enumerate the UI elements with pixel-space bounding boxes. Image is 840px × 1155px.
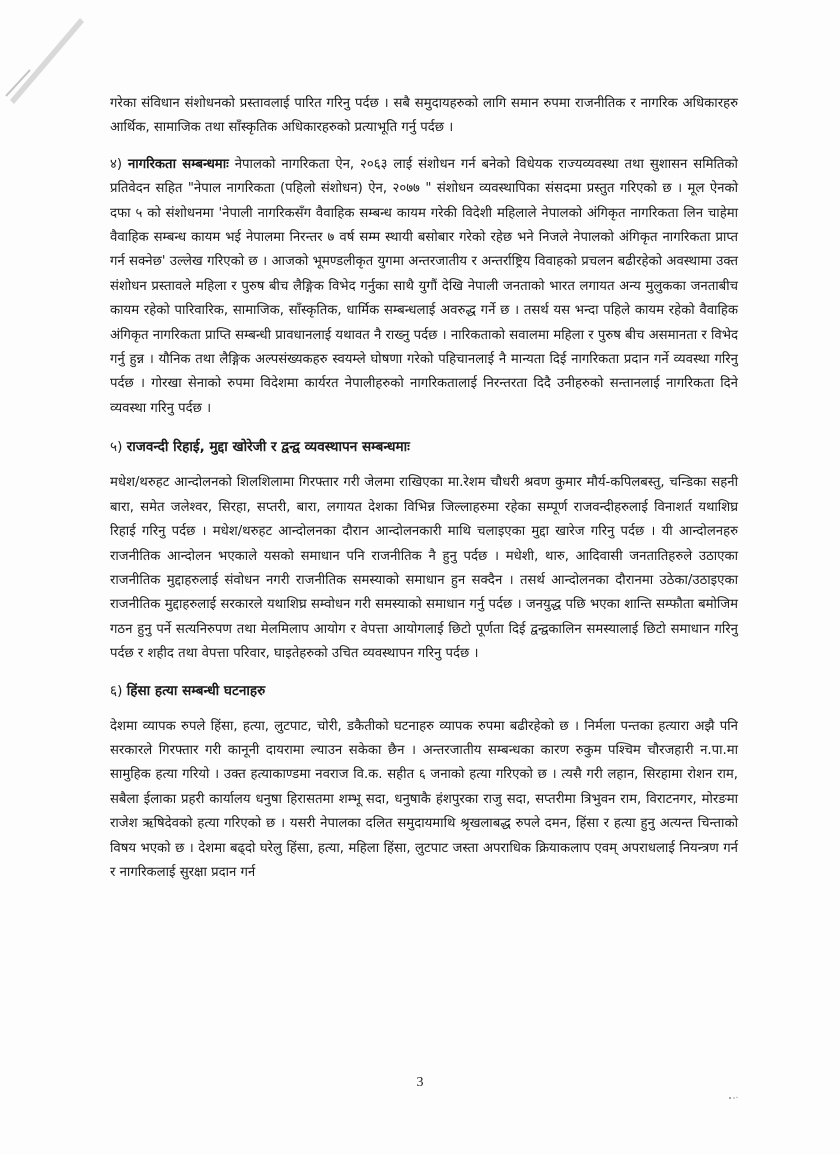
section-4-number: ४) — [110, 156, 123, 172]
intro-paragraph: गरेका संविधान संशोधनको प्रस्तावलाई पारित गरिनु पर्दछ । सबै समुदायहरुको लागि समान रुपमा राजनीतिक र नागरिक अधिकारहरु आर्थिक, सामाजिक तथा साँस्कृतिक अधिकारहरुको प्रत्याभूति गर्नु पर्दछ । — [110, 96, 738, 136]
scan-speck — [728, 1096, 738, 1100]
scan-corner-mark — [0, 0, 120, 110]
section-5-title: राजवन्दी रिहाई, मुद्दा खोरेजी र द्वन्द्व व्यवस्थापन सम्बन्धमाः — [126, 439, 410, 456]
section-4-title: नागरिकता सम्बन्धमाः — [127, 156, 229, 172]
section-6-heading — [110, 679, 738, 703]
document-body — [110, 92, 738, 885]
section-5-body: मधेश/थरुहट आन्दोलनको शिलशिलामा गिरफ्तार गरी जेलमा राखिएका मा.रेशम चौधरी श्रवण कुमार मौर्य-कपिलबस्तु, चन्डिका सहनी बारा, समेत जलेश्वर, सिरहा, सप्तरी, बारा, लगायत देशका विभिन्न जिल्लाहरुमा रहेका सम्पूर्ण राजवन्दीहरुलाई विनाशर्त यथाशिघ्र रिहाई गरिनु पर्दछ । मधेश/थरुहट आन्दोलनका दौरान आन्दोलनकारी माथि चलाइएका मुद्दा खारेज गरिनु पर्दछ । यी आन्दोलनहरु राजनीतिक आन्दोलन भएकाले यसको समाधान पनि राजनीतिक नै हुनु पर्दछ । मधेशी, थारु, आदिवासी जनतातिहरुले उठाएका राजनीतिक मुद्दाहरुलाई संवोधन नगरी राजनीतिक समस्याको समाधान हुन सक्दैन । तसर्थ आन्दोलनका दौरानमा उठेका/उठाइएका राजनीतिक मुद्दाहरुलाई सरकारले यथाशिघ्र सम्वोधन गरी समस्याको समाधान गर्नु पर्दछ । जनयुद्ध पछि भएका शान्ति सम्फौता बमोजिम गठन हुनु पर्ने सत्यनिरुपण तथा मेलमिलाप आयोग र वेपत्ता आयोगलाई छिटो पूर्णता दिई द्वन्द्वकालिन समस्यालाई छिटो समाधान गरिनु पर्दछ र शहीद तथा वेपत्ता परिवार, घाइतेहरुको उचित व्यवस्थापन गरिनु पर्दछ । — [110, 475, 738, 662]
section-6-title: हिंसा हत्या सम्बन्धी घटनाहरु — [126, 682, 266, 699]
section-5-number: ५) — [110, 439, 123, 456]
section-6-number: ६) — [110, 682, 123, 699]
page-number: 3 — [416, 1075, 424, 1090]
section-4-body: नेपालको नागरिकता ऐन, २०६३ लाई संशोधन गर्न बनेको विधेयक राज्यव्यवस्था तथा सुशासन समितिको प्रतिवेदन सहित "नेपाल नागरिकता (पहिलो संशोधन) ऐन, २०७७ " संशोधन व्यवस्थापिका संसदमा प्रस्तुत गरिएको छ । मूल ऐनको दफा ५ को संशोधनमा 'नेपाली नागरिकसँग वैवाहिक सम्बन्ध कायम गरेकी विदेशी महिलाले नेपालको अंगिकृत नागरिकता लिन चाहेमा वैवाहिक सम्बन्ध कायम भई नेपालमा निरन्तर ७ वर्ष सम्म स्थायी बसोबार गरेको रहेछ भने निजले नेपालको अंगिकृत नागरिकता प्राप्त गर्न सक्नेछ' उल्लेख गरिएको छ । आजको भूमण्डलीकृत युगमा अन्तरजातीय र अन्तर्राष्ट्रिय विवाहको प्रचलन बढीरहेको अवस्थामा उक्त संशोधन प्रस्तावले महिला र पुरुष बीच लैङ्गिक विभेद गर्नुका साथै युगौं देखि नेपाली जनताको भारत लगायत अन्य मुलुकका जनताबीच कायम रहेको पारिवारिक, सामाजिक, साँस्कृतिक, धार्मिक सम्बन्धलाई अवरुद्ध गर्ने छ । तसर्थ यस भन्दा पहिले कायम रहेको वैवाहिक अंगिकृत नागरिकता प्राप्ति सम्बन्धी प्रावधानलाई यथावत नै राख्नु पर्दछ । नारिकताको सवालमा महिला र पुरुष बीच असमानता र विभेद गर्नु हुन्न । यौनिक तथा लैङ्गिक अल्पसंख्यकहरु स्वयम्ले घोषणा गरेको पहिचानलाई नै मान्यता दिई नागरिकता प्रदान गर्ने व्यवस्था गरिनु पर्दछ । गोरखा सेनाको रुपमा विदेशमा कार्यरत नेपालीहरुको नागरिकतालाई निरन्तरता दिदै उनीहरुको सन्तानलाई नागरिकता दिने व्यवस्था गरिनु पर्दछ । — [110, 156, 738, 416]
section-5-heading — [110, 435, 738, 459]
section-4-paragraph — [110, 153, 738, 421]
section-6-body: देशमा व्यापक रुपले हिंसा, हत्या, लुटपाट, चोरी, डकैतीको घटनाहरु व्यापक रुपमा बढीरहेको छ । निर्मला पन्तका हत्यारा अझै पनि सरकारले गिरफ्तार गरी कानूनी दायरामा ल्याउन सकेका छैन । अन्तरजातीय सम्बन्धका कारण रुकुम पश्चिम चौरजहारी न.पा.मा सामुहिक हत्या गरियो । उक्त हत्याकाण्डमा नवराज वि.क. सहीत ६ जनाको हत्या गरिएको छ । त्यसै गरी लहान, सिरहामा रोशन राम, सबैला ईलाका प्रहरी कार्यालय धनुषा हिरासतमा शम्भू सदा, धनुषाकै हंशपुरका राजु सदा, सप्तरीमा त्रिभुवन राम, विराटनगर, मोरङमा राजेश ऋषिदेवको हत्या गरिएको छ । यसरी नेपालका दलित समुदायमाथि श्रृखलाबद्ध रुपले दमन, हिंसा र हत्या हुनु अत्यन्त चिन्ताको विषय भएको छ । देशमा बढ्दो घरेलु हिंसा, हत्या, महिला हिंसा, लुटपाट जस्ता अपराधिक क्रियाकलाप एवम् अपराधलाई नियन्त्रण गर्न र नागरिकलाई सुरक्षा प्रदान गर्न — [110, 718, 738, 880]
